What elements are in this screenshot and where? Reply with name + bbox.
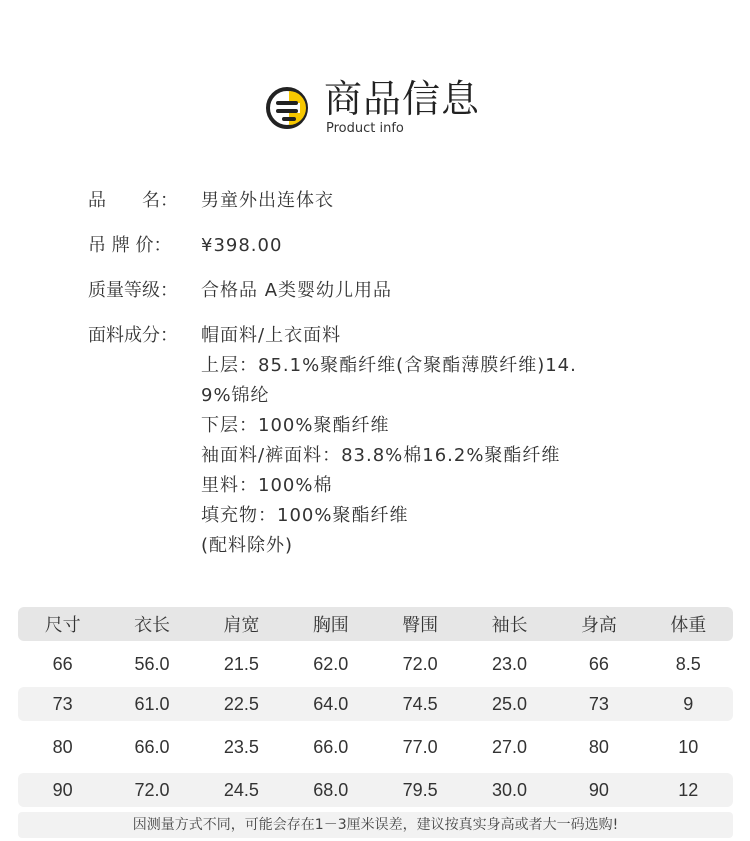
info-row-material: [88, 321, 648, 561]
table-cell: 66.0: [313, 736, 349, 757]
material-line: 袖面料/裤面料：83.8%棉16.2%聚酯纤维: [201, 445, 561, 466]
name-label: 品 名：: [88, 190, 178, 211]
table-cell: 72.0: [134, 779, 170, 800]
table-row: [18, 730, 733, 764]
info-row-grade: [88, 276, 648, 306]
table-header-cell: 肩宽: [223, 615, 260, 636]
table-cell: 72.0: [402, 653, 438, 674]
table-row: [18, 687, 733, 721]
table-cell: 66: [52, 653, 73, 674]
grade-label: 质量等级：: [88, 280, 178, 301]
table-cell: 73: [52, 693, 73, 714]
table-cell: 9: [683, 693, 694, 714]
table-cell: 73: [588, 693, 609, 714]
table-cell: 24.5: [223, 779, 259, 800]
document-lines-icon: [262, 83, 312, 133]
table-cell: 12: [678, 779, 699, 800]
table-header-cell: 袖长: [491, 615, 528, 636]
table-cell: 90: [52, 779, 73, 800]
table-cell: 80: [52, 736, 73, 757]
table-cell: 10: [678, 736, 699, 757]
material-line: (配料除外): [201, 535, 294, 556]
info-row-name: [88, 186, 648, 216]
table-cell: 61.0: [134, 693, 170, 714]
size-note: 因测量方式不同，可能会存在1－3厘米误差，建议按真实身高或者大一码选购!: [18, 812, 733, 838]
table-cell: 23.0: [492, 653, 528, 674]
grade-value: 合格品 A类婴幼儿用品: [201, 280, 393, 301]
table-header-cell: 体重: [670, 615, 707, 636]
table-cell: 23.5: [223, 736, 259, 757]
page-title: 商品信息: [324, 77, 481, 121]
table-header-cell: 身高: [580, 615, 617, 636]
material-value: [201, 321, 577, 561]
price-label: 吊 牌 价：: [88, 235, 172, 256]
table-header-cell: 胸围: [312, 615, 349, 636]
table-header-cell: 衣长: [134, 615, 171, 636]
material-line: 上层：85.1%聚酯纤维(含聚酯薄膜纤维)14.: [201, 355, 577, 376]
price-value: ¥398.00: [201, 235, 283, 256]
table-cell: 90: [588, 779, 609, 800]
table-cell: 74.5: [402, 693, 438, 714]
table-cell: 22.5: [223, 693, 259, 714]
table-cell: 30.0: [492, 779, 528, 800]
table-cell: 27.0: [492, 736, 528, 757]
table-cell: 66: [588, 653, 609, 674]
material-line: 9%锦纶: [201, 385, 270, 406]
material-line: 帽面料/上衣面料: [201, 325, 342, 346]
table-header-row: [18, 607, 733, 641]
info-row-price: [88, 231, 648, 261]
size-table: [18, 607, 733, 807]
table-cell: 66.0: [134, 736, 170, 757]
name-value: 男童外出连体衣: [201, 190, 334, 211]
material-label: 面料成分：: [88, 325, 178, 346]
table-cell: 25.0: [492, 693, 528, 714]
table-cell: 62.0: [313, 653, 349, 674]
table-cell: 8.5: [675, 653, 701, 674]
product-info: [88, 186, 648, 576]
table-cell: 77.0: [402, 736, 438, 757]
table-cell: 21.5: [223, 653, 259, 674]
table-cell: 68.0: [313, 779, 349, 800]
table-cell: 79.5: [402, 779, 438, 800]
page-subtitle: Product info: [326, 121, 404, 136]
table-row: [18, 647, 733, 681]
section-header: [262, 74, 480, 140]
table-cell: 56.0: [134, 653, 170, 674]
material-line: 填充物：100%聚酯纤维: [201, 505, 409, 526]
material-line: 里料：100%棉: [201, 475, 333, 496]
table-header-cell: 尺寸: [44, 615, 81, 636]
table-cell: 64.0: [313, 693, 349, 714]
material-line: 下层：100%聚酯纤维: [201, 415, 390, 436]
table-row: [18, 773, 733, 807]
table-header-cell: 臀围: [402, 615, 439, 636]
table-cell: 80: [588, 736, 609, 757]
